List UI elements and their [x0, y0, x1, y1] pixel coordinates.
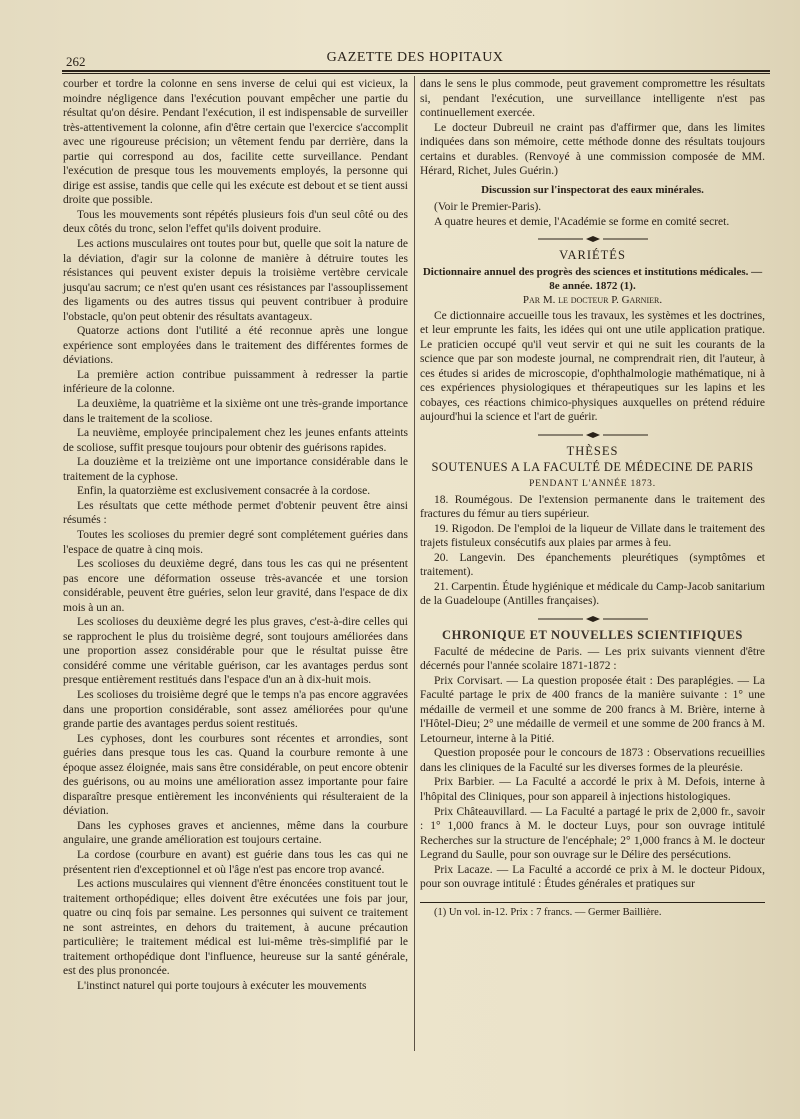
- paragraph: Prix Châteauvillard. — La Faculté a partagé le prix de 2,000 fr., savoir : 1° 1,000 francs à M. le docteur Luys, pour son ouvrage intitulé Recherches sur la structure de l'encéphale; 2° 1,000 francs à M. le docteur Legrand du Saulle, pour son ouvrage sur le Délire des persécutions.: [420, 805, 765, 862]
- page-number: 262: [66, 54, 86, 69]
- paragraph: Les cyphoses, dont les courbures sont récentes et arrondies, sont guéries dans presque tous les cas. Quand la courbure remonte à une époque assez éloignée, mais sans être considérable, on peut encore obtenir des guérisons, ou au moins une amélioration assez importante pour faire disparaître presque entièrement les inconvénients qui résulteraient de la déviation.: [63, 732, 408, 818]
- journal-title: GAZETTE DES HOPITAUX: [326, 50, 504, 65]
- paragraph: La deuxième, la quatrième et la sixième ont une très-grande importance dans le traitement de la scoliose.: [63, 398, 408, 425]
- paragraph: Toutes les scolioses du premier degré sont complétement guéries dans l'espace de quatre à cinq mois.: [63, 528, 408, 556]
- paragraph: dans le sens le plus commode, peut gravement compromettre les résultats si, pendant l'exécution, une surveillance intelligente n'est pas continuellement exercée.: [420, 78, 765, 120]
- paragraph: La douzième et la treizième ont une importance considérable dans le traitement de la cyphose.: [63, 456, 408, 483]
- paragraph: La neuvième, employée principalement chez les jeunes enfants atteints de scoliose, suffit presque toujours pour obtenir des guérisons rapides.: [63, 427, 408, 454]
- paragraph: Les scolioses du deuxième degré les plus graves, c'est-à-dire celles qui se rapprochent le plus du troisième degré, sont toujours améliorées dans une proportion assez considérable pour que le résultat puisse être considéré comme une véritable guérison, car les avantages perdus sont presque entièrement restitués dans l'espace d'un an à dix-huit mois.: [63, 616, 408, 687]
- paragraph: Quatorze actions dont l'utilité a été reconnue après une longue expérience sont employées dans le traitement des différentes formes de déviations.: [63, 325, 408, 367]
- theses-year: PENDANT L'ANNÉE 1873.: [529, 479, 656, 490]
- theses-title: THÈSES: [566, 443, 619, 458]
- paragraph: Prix Barbier. — La Faculté a accordé le prix à M. Defois, interne à l'hôpital des Cliniques, pour son appareil à injections histologiques.: [420, 776, 765, 803]
- section-ornament: [420, 615, 765, 623]
- left-column: [63, 77, 408, 993]
- paragraph: Tous les mouvements sont répétés plusieurs fois d'un seul côté ou des deux côtés du tronc, selon l'effet qu'ils doivent produire.: [63, 208, 408, 236]
- thesis-item: 19. Rigodon. De l'emploi de la liqueur de Villate dans le traitement des trajets fistuleux consécutifs aux plaies par armes à feu.: [420, 522, 765, 550]
- paragraph: Prix Corvisart. — La question proposée était : Des paraplégies. — La Faculté partage le prix de 400 francs de la manière suivante : 1° une médaille de vermeil et une somme de 200 francs à M. Brière, interne à l'Hôtel-Dieu; 2° une médaille de vermeil et une somme de 200 francs à M. Letourneur, interne à la Pitié.: [420, 674, 765, 745]
- paragraph: A quatre heures et demie, l'Académie se forme en comité secret.: [434, 215, 730, 228]
- paragraph: Les scolioses du deuxième degré, dans tous les cas qui ne présentent pas encore une déformation osseuse très-avancée et une torsion considérable, peuvent être guéries, selon leur gravité, dans l'espace de dix mois à un an.: [63, 558, 408, 614]
- paragraph: Le docteur Dubreuil ne craint pas d'affirmer que, dans les limites indiquées dans son mémoire, cette méthode donne des résultats toujours certains et durables. (Renvoyé à une commission composée de MM. Hérard, Richet, Jules Guérin.): [420, 121, 765, 178]
- page-header: [60, 48, 770, 68]
- varietes-title: VARIÉTÉS: [559, 248, 626, 263]
- paragraph: Prix Lacaze. — La Faculté a accordé ce prix à M. le docteur Pidoux, pour son ouvrage intitulé : Études générales et pratiques sur: [420, 863, 765, 891]
- author-line: Par M. le docteur P. Garnier.: [522, 294, 663, 307]
- paragraph: Les actions musculaires qui viennent d'être énoncées constituent tout le traitement orthopédique; elles doivent être exécutées une fois par jour, quatre ou cinq fois par semaine. Les personnes qui suivent ce traitement ne sont astreintes, en dehors du traitement, à aucune précaution particulière; le traitement médical est lui-même très-simplifié par le traitement orthopédique dont l'influence, heureuse sur la santé générale, est des plus prononcée.: [63, 878, 408, 978]
- theses-subtitle: SOUTENUES A LA FACULTÉ DE MÉDECINE DE PARIS: [431, 460, 754, 475]
- section-ornament: [420, 431, 765, 439]
- paragraph: Enfin, la quatorzième est exclusivement consacrée à la cordose.: [77, 485, 371, 498]
- paragraph: courber et tordre la colonne en sens inverse de celui qui est vicieux, la moindre négligence dans l'exécution pouvant empêcher une partie du résultat qu'on désire. Pendant l'exécution, il est indispensable de surveiller très-attentivement la colonne, afin d'être certain que l'exercice s'accomplit avec une rigoureuse précision; un vêtement fendu par derrière, dans la partie qui correspond au dos, facilite cette surveillance. Pendant l'exécution de presque tous les mouvements employés, la personne qui dirige est assise, tandis que celle qui les exécute est debout et se tient aussi droite que possible.: [63, 78, 408, 207]
- paragraph: La première action contribue puissamment à redresser la partie inférieure de la colonne.: [63, 368, 408, 396]
- thesis-item: 21. Carpentin. Étude hygiénique et médicale du Camp-Jacob sanitarium de la Guadeloupe (Antilles françaises).: [420, 580, 765, 608]
- discussion-heading: Discussion sur l'inspectorat des eaux minérales.: [481, 183, 704, 196]
- column-divider: [414, 76, 415, 1051]
- section-ornament: [420, 235, 765, 243]
- paragraph: Ce dictionnaire accueille tous les travaux, les systèmes et les doctrines, et leur emprunte les faits, les idées qui ont une utile application pratique. Le praticien occupé qu'il veut servir et qui ne suit les courants de la science que par son modeste journal, ne comprendrait rien, dit l'auteur, à ces études si arides de microscopie, d'ophthalmologie mathématique, ni à ces expériences physiologiques et thérapeutiques sur les lapins et les cobayes, ces réactions chimico-physiques auxquelles on prétend réduire aujourd'hui la science et l'art de guérir.: [420, 309, 765, 424]
- paragraph: Faculté de médecine de Paris. — Les prix suivants viennent d'être décernés pour l'année scolaire 1871-1872 :: [420, 645, 765, 673]
- footnote-rule: [420, 902, 765, 903]
- paragraph: Les scolioses du troisième degré que le temps n'a pas encore aggravées dans une proportion considérable, sont assez améliorées pour qu'une grande partie des avantages perdus soient restitués.: [63, 688, 408, 731]
- paragraph: Question proposée pour le concours de 1873 : Observations recueillies dans les cliniques de la Faculté sur les diverses formes de la pleurésie.: [420, 747, 765, 774]
- book-title: Dictionnaire annuel des progrès des sciences et institutions médicales. — 8e année. 1872 (1).: [422, 266, 763, 293]
- paragraph: Dans les cyphoses graves et anciennes, même dans la courbure angulaire, une grande amélioration est toujours certaine.: [63, 819, 408, 847]
- thesis-item: 20. Langevin. Des épanchements pleurétiques (symptômes et traitement).: [420, 551, 765, 579]
- paragraph: La cordose (courbure en avant) est guérie dans tous les cas qui ne présentent rien d'exceptionnel et où l'âge n'est pas encore trop avancé.: [63, 848, 408, 876]
- paragraph: Les résultats que cette méthode permet d'obtenir peuvent être ainsi résumés :: [63, 499, 408, 527]
- paragraph: (Voir le Premier-Paris).: [434, 201, 542, 214]
- chronique-title: CHRONIQUE ET NOUVELLES SCIENTIFIQUES: [442, 627, 743, 642]
- header-rule: [62, 70, 770, 74]
- paragraph: Les actions musculaires ont toutes pour but, quelle que soit la nature de la déviation, d'agir sur la colonne de manière à détruire toutes les résistances qui peuvent exister depuis la troisième vertèbre cervicale jusqu'au sacrum; ce n'est qu'en usant ces résistances par l'assouplissement des ligaments ou des autres tissus qui peuvent contribuer à produire l'obstacle, qu'on peut obtenir des résultats avantageux.: [63, 238, 408, 323]
- paragraph: L'instinct naturel qui porte toujours à exécuter les mouvements: [77, 979, 367, 992]
- thesis-item: 18. Roumégous. De l'extension permanente dans le traitement des fractures du fémur au tiers supérieur.: [420, 493, 765, 521]
- right-column: [420, 77, 765, 920]
- footnote: (1) Un vol. in-12. Prix : 7 francs. — Germer Baillière.: [434, 906, 662, 918]
